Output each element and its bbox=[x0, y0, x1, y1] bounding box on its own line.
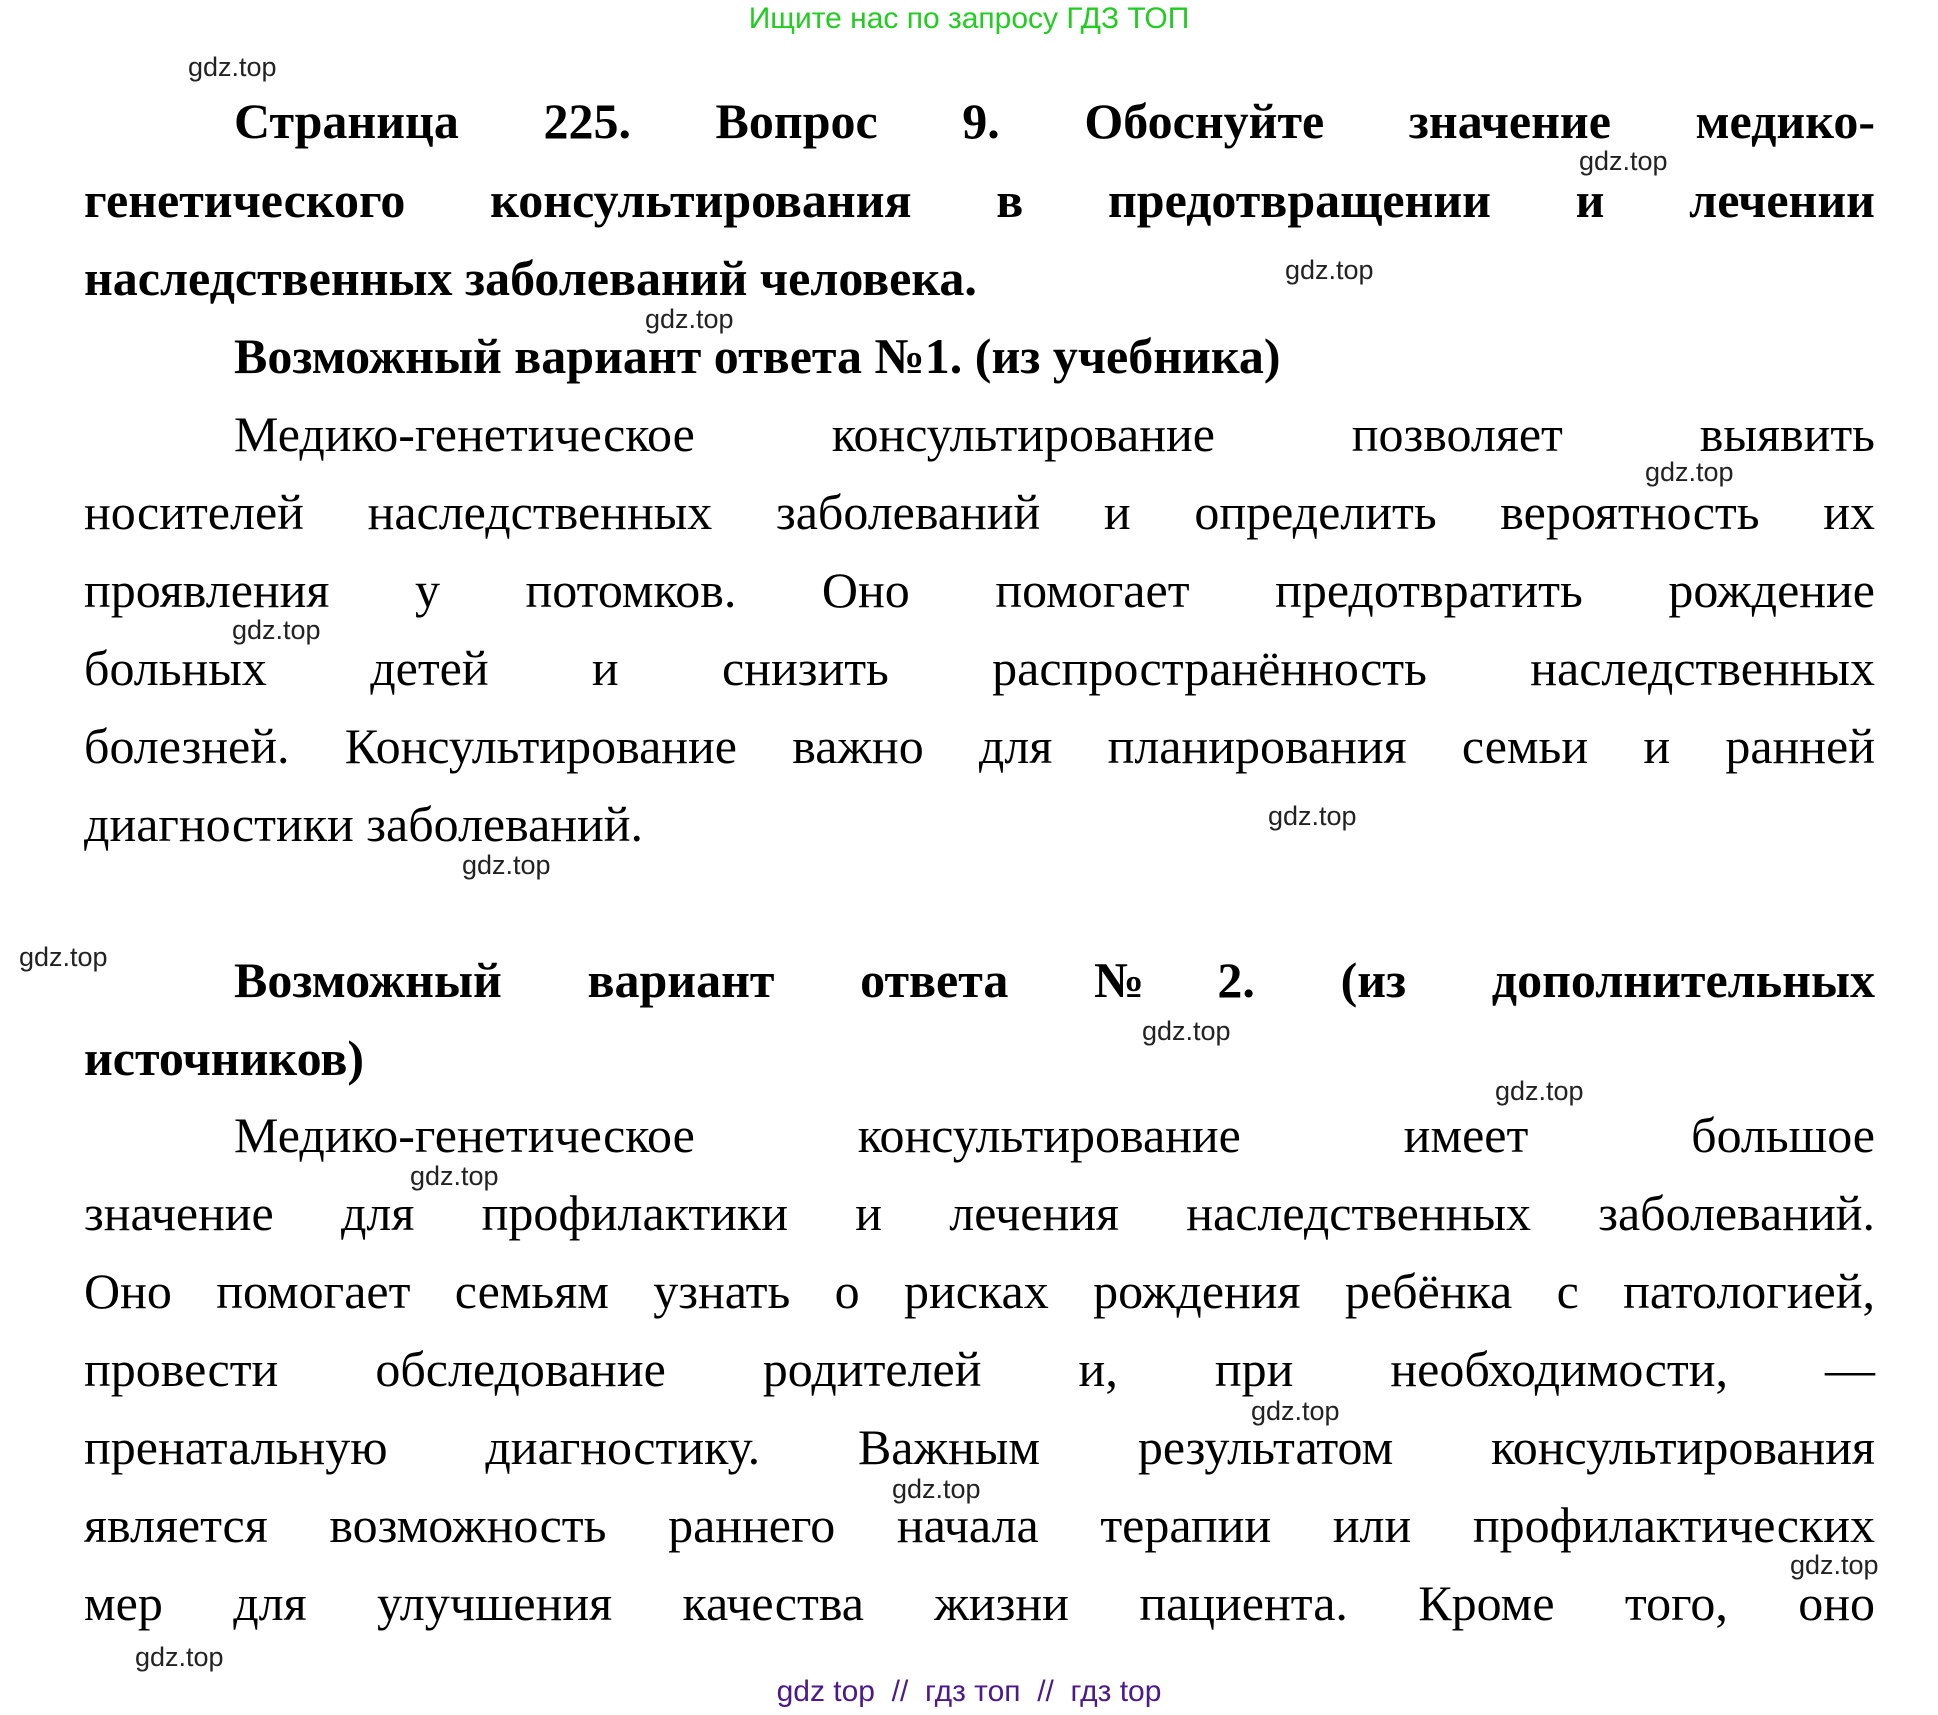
answer2-line: пренатальную диагностику. Важным результатом консультирования bbox=[84, 1419, 1875, 1475]
answer1-line: диагностики заболеваний. bbox=[84, 796, 644, 852]
footer-text[interactable]: gdz top // гдз топ // гдз top bbox=[776, 1675, 1162, 1708]
answer1-line: Медико-генетическое консультирование позволяет выявить bbox=[234, 406, 1875, 462]
answer2-heading: источников) bbox=[84, 1030, 364, 1086]
answer2-line: значение для профилактики и лечения наследственных заболеваний. bbox=[84, 1185, 1875, 1241]
watermark: gdz.top bbox=[410, 1161, 499, 1191]
answer2-heading: Возможный вариант ответа №2. (из дополнительных bbox=[234, 952, 1875, 1008]
watermark: gdz.top bbox=[892, 1474, 981, 1504]
search-banner[interactable]: Ищите нас по запросу ГДЗ ТОП bbox=[748, 2, 1190, 35]
watermark: gdz.top bbox=[1268, 801, 1357, 831]
watermark: gdz.top bbox=[1790, 1550, 1879, 1580]
answer2-line: мер для улучшения качества жизни пациента. Кроме того, оно bbox=[84, 1575, 1875, 1631]
answer1-line: болезней. Консультирование важно для планирования семьи и ранней bbox=[84, 718, 1875, 774]
answer1-line: проявления у потомков. Оно помогает предотвратить рождение bbox=[84, 562, 1875, 618]
question-title-line: наследственных заболеваний человека. bbox=[84, 250, 977, 306]
answer1-line: больных детей и снизить распространённость наследственных bbox=[84, 640, 1875, 696]
watermark: gdz.top bbox=[1285, 255, 1374, 285]
answer2-line: провести обследование родителей и, при необходимости, — bbox=[84, 1341, 1875, 1397]
answer2-line: Оно помогает семьям узнать о рисках рождения ребёнка с патологией, bbox=[84, 1263, 1875, 1319]
watermark: gdz.top bbox=[188, 52, 277, 82]
question-title-line: генетического консультирования в предотвращении и лечении bbox=[84, 172, 1875, 228]
answer1-line: носителей наследственных заболеваний и определить вероятность их bbox=[84, 484, 1875, 540]
watermark: gdz.top bbox=[19, 942, 108, 972]
watermark: gdz.top bbox=[462, 850, 551, 880]
watermark: gdz.top bbox=[232, 615, 321, 645]
answer2-line: Медико-генетическое консультирование имеет большое bbox=[234, 1107, 1875, 1163]
watermark: gdz.top bbox=[1251, 1396, 1340, 1426]
answer2-line: является возможность раннего начала терапии или профилактических bbox=[84, 1497, 1875, 1553]
question-title-line: Страница 225. Вопрос 9. Обоснуйте значение медико- bbox=[234, 93, 1875, 149]
watermark: gdz.top bbox=[1142, 1016, 1231, 1046]
watermark: gdz.top bbox=[1645, 457, 1734, 487]
watermark: gdz.top bbox=[1495, 1076, 1584, 1106]
watermark: gdz.top bbox=[645, 304, 734, 334]
watermark: gdz.top bbox=[135, 1642, 224, 1672]
answer1-heading: Возможный вариант ответа №1. (из учебника) bbox=[234, 328, 1281, 384]
watermark: gdz.top bbox=[1579, 146, 1668, 176]
footer-links[interactable] bbox=[0, 1672, 1938, 1712]
